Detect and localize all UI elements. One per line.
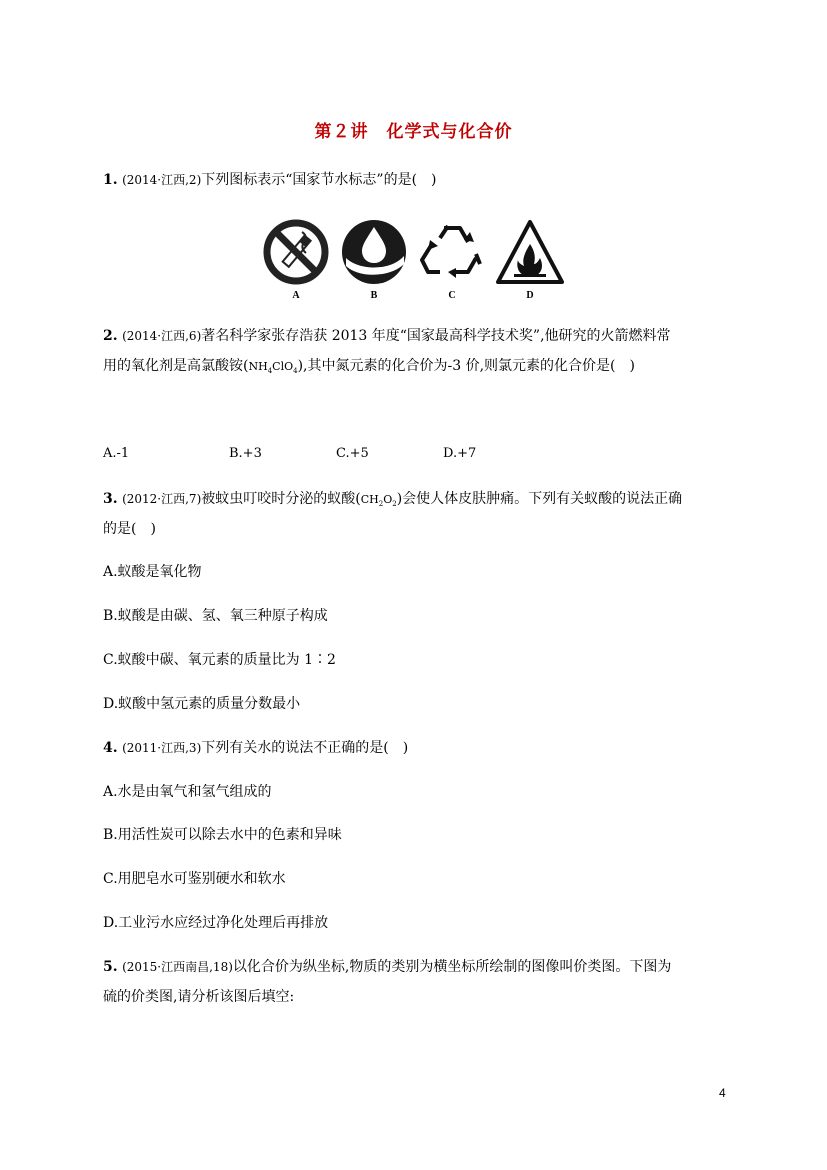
question-3-line-2: 的是( ) [103, 521, 156, 537]
question-text: 下列图标表示“国家节水标志”的是( ) [201, 172, 437, 188]
option-d: D.工业污水应经过净化处理后再排放 [103, 915, 329, 931]
no-smoking-icon [262, 218, 330, 286]
question-text: 被蚊虫叮咬时分泌的蚁酸( [201, 491, 361, 507]
water-saving-icon [340, 218, 408, 286]
question-text: 用的氧化剂是高氯酸铵( [103, 358, 249, 374]
question-number: 3. [103, 491, 118, 507]
question-number: 5. [103, 959, 118, 975]
question-3 [103, 489, 682, 514]
question-source: (2015·江西南昌,18) [122, 960, 233, 974]
question-1 [103, 170, 437, 190]
question-source: (2014·江西,2) [122, 173, 202, 187]
option-d: D.+7 [443, 446, 477, 461]
choice-a [258, 214, 334, 306]
question-text: 下列有关水的说法不正确的是( ) [201, 740, 409, 756]
choice-d [492, 214, 568, 306]
option-a: A.蚁酸是氧化物 [103, 564, 202, 580]
question-number: 4. [103, 740, 118, 756]
option-b: B.用活性炭可以除去水中的色素和异味 [103, 827, 342, 843]
choice-c [414, 214, 490, 306]
choice-label: D [526, 290, 534, 301]
question-text: )会使人体皮肤肿痛。下列有关蚁酸的说法正确 [396, 491, 683, 507]
option-b: B.蚁酸是由碳、氢、氧三种原子构成 [103, 608, 328, 624]
chemical-formula: $CH_2O_2$ [360, 493, 397, 509]
question-number: 1. [103, 172, 118, 188]
icon-choices [258, 214, 570, 306]
page-number: 4 [719, 1086, 726, 1100]
question-source: (2011·江西,3) [122, 741, 202, 755]
question-number: 2. [103, 328, 118, 344]
option-a: A.-1 [103, 446, 130, 461]
option-d: D.蚁酸中氢元素的质量分数最小 [103, 696, 301, 712]
option-c: C.用肥皂水可鉴别硬水和软水 [103, 871, 286, 887]
choice-b [336, 214, 412, 306]
question-5-line-2: 硫的价类图,请分析该图后填空: [103, 989, 295, 1005]
question-source: (2014·江西,6) [122, 329, 202, 343]
choice-label: C [448, 290, 456, 301]
chemical-formula: $NH_4ClO_4$ [248, 360, 298, 376]
option-c: C.+5 [336, 446, 369, 461]
question-source: (2012·江西,7) [122, 492, 202, 506]
recycle-icon [418, 218, 486, 286]
option-b: B.+3 [229, 446, 262, 461]
question-text: 以化合价为纵坐标,物质的类别为横坐标所绘制的图像叫价类图。下图为 [232, 959, 672, 975]
option-c: C.蚁酸中碳、氧元素的质量比为 1∶2 [103, 652, 336, 668]
option-a: A.水是由氧气和氢气组成的 [103, 784, 272, 800]
page-title: 第２讲 化学式与化合价 [314, 122, 513, 142]
question-2-line-2 [103, 356, 635, 381]
question-2-options [103, 446, 603, 466]
choice-label: B [370, 290, 378, 301]
question-5 [103, 957, 671, 977]
question-4 [103, 738, 408, 758]
flammable-warning-icon [496, 218, 564, 286]
question-2 [103, 326, 671, 346]
choice-label: A [292, 290, 300, 301]
question-text: ),其中氮元素的化合价为-3 价,则氯元素的化合价是( ) [297, 358, 635, 374]
question-text: 著名科学家张存浩获 2013 年度“国家最高科学技术奖”,他研究的火箭燃料常 [201, 328, 671, 344]
